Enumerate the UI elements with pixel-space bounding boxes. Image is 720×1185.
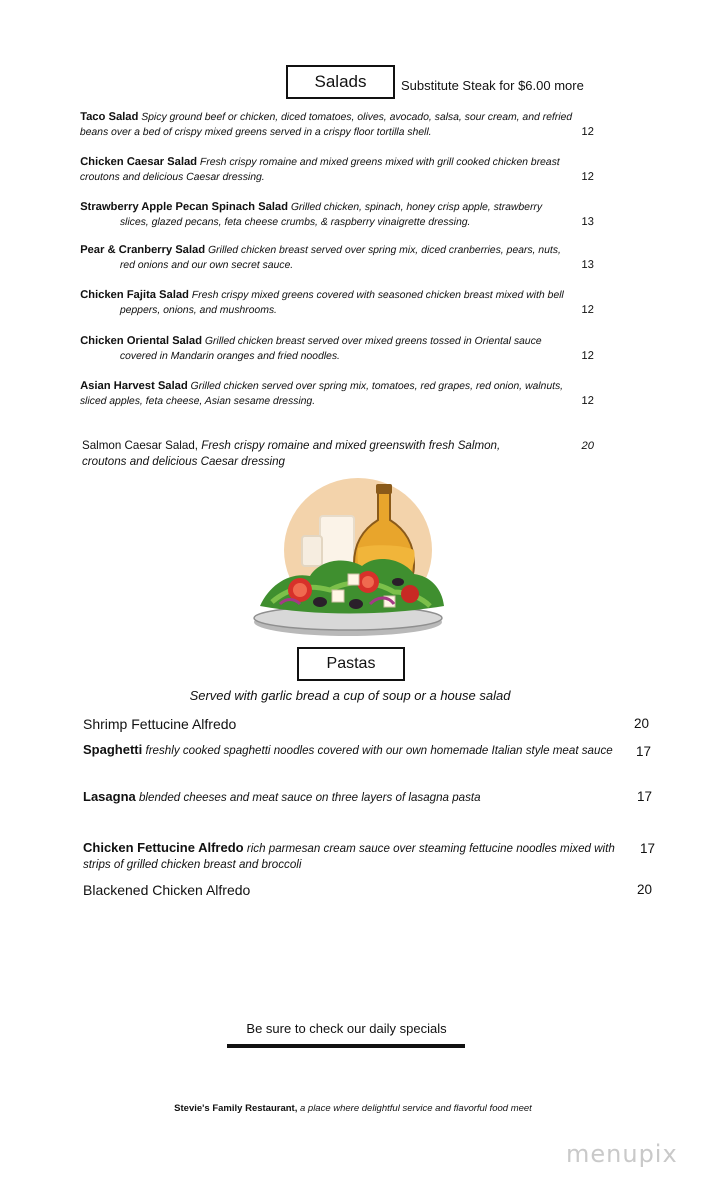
item-name: Lasagna bbox=[83, 789, 136, 804]
salad-plate-with-oil-bottle-icon bbox=[250, 478, 450, 638]
item-desc-cont: beans over a bed of crispy mixed greens served in a crispy floor tortilla shell. bbox=[79, 127, 432, 138]
item-name: Salmon Caesar Salad, bbox=[82, 439, 198, 452]
item-price: 20 bbox=[581, 440, 594, 452]
salad-item-chicken-caesar bbox=[80, 155, 599, 185]
item-name: Pear & Cranberry Salad bbox=[80, 244, 206, 256]
item-name: Shrimp Fettucine Alfredo bbox=[83, 716, 237, 732]
pasta-item-spaghetti bbox=[83, 742, 623, 759]
item-desc-cont: covered in Mandarin oranges and fried noodles. bbox=[119, 351, 341, 362]
item-name: Chicken Caesar Salad bbox=[80, 156, 198, 168]
item-name: Blackened Chicken Alfredo bbox=[83, 882, 251, 898]
item-desc: Fresh crispy romaine and mixed greens mixed with grill cooked chicken breast bbox=[199, 157, 560, 168]
item-desc: blended cheeses and meat sauce on three layers of lasagna pasta bbox=[138, 791, 481, 804]
pasta-item-lasagna bbox=[83, 789, 643, 806]
pasta-item-shrimp-fettucine bbox=[83, 716, 643, 734]
salad-item-chicken-oriental bbox=[80, 334, 599, 364]
daily-specials-note: Be sure to check our daily specials bbox=[246, 1021, 447, 1036]
item-price: 13 bbox=[581, 259, 594, 271]
salad-item-chicken-fajita bbox=[80, 288, 599, 318]
pasta-price-chicken-fettucine: 17 bbox=[640, 841, 656, 856]
watermark: menupix bbox=[566, 1140, 678, 1168]
item-desc: rich parmesan cream sauce over steaming fettucine noodles mixed with strips of grilled chicken breast and broccoli bbox=[83, 842, 615, 871]
salad-item-taco bbox=[80, 110, 599, 140]
specials-divider bbox=[227, 1044, 465, 1048]
item-desc-cont: peppers, onions, and mushrooms. bbox=[119, 305, 278, 316]
item-desc: Grilled chicken, spinach, honey crisp apple, strawberry bbox=[290, 202, 543, 213]
item-name: Chicken Oriental Salad bbox=[80, 335, 203, 347]
pastas-heading: Pastas bbox=[297, 647, 405, 681]
salad-item-strawberry-spinach bbox=[80, 200, 599, 230]
salad-item-pear-cranberry bbox=[80, 243, 599, 273]
item-desc-cont: sliced apples, feta cheese, Asian sesame dressing. bbox=[79, 396, 316, 407]
footer bbox=[0, 1103, 706, 1114]
item-desc-cont: slices, glazed pecans, feta cheese crumbs, & raspberry vinaigrette dressing. bbox=[119, 217, 471, 228]
pasta-price-lasagna: 17 bbox=[637, 789, 653, 804]
item-desc: Spicy ground beef or chicken, diced tomatoes, olives, avocado, salsa, sour cream, and refried bbox=[141, 112, 573, 123]
pasta-item-blackened-chicken bbox=[83, 882, 643, 900]
pasta-price-blackened-chicken: 20 bbox=[637, 882, 653, 897]
item-desc-cont: croutons and delicious Caesar dressing bbox=[82, 455, 286, 468]
pasta-price-shrimp-fettucine: 20 bbox=[634, 716, 650, 731]
item-desc: Grilled chicken breast served over spring mix, diced cranberries, pears, nuts, bbox=[207, 245, 561, 256]
pastas-served-with-note: Served with garlic bread a cup of soup or a house salad bbox=[189, 688, 511, 703]
item-desc: Grilled chicken breast served over mixed greens tossed in Oriental sauce bbox=[204, 336, 542, 347]
item-price: 12 bbox=[581, 350, 594, 362]
item-name: Chicken Fettucine Alfredo bbox=[83, 840, 244, 855]
salad-item-asian-harvest bbox=[80, 379, 599, 409]
item-price: 13 bbox=[581, 216, 594, 228]
item-desc: freshly cooked spaghetti noodles covered with our own homemade Italian style meat sauce bbox=[145, 744, 613, 757]
item-desc: Fresh crispy romaine and mixed greenswith fresh Salmon, bbox=[201, 439, 501, 452]
pasta-item-chicken-fettucine bbox=[83, 840, 631, 873]
footer-tagline: a place where delightful service and flavorful food meet bbox=[299, 1103, 532, 1114]
item-desc: Grilled chicken served over spring mix, tomatoes, red grapes, red onion, walnuts, bbox=[190, 381, 564, 392]
item-name: Spaghetti bbox=[83, 742, 143, 757]
salads-substitute-note: Substitute Steak for $6.00 more bbox=[401, 78, 584, 93]
item-name: Asian Harvest Salad bbox=[80, 380, 188, 392]
footer-restaurant-name: Stevie's Family Restaurant, bbox=[174, 1103, 298, 1114]
salads-heading: Salads bbox=[286, 65, 395, 99]
item-name: Taco Salad bbox=[80, 111, 139, 123]
item-desc-cont: croutons and delicious Caesar dressing. bbox=[79, 172, 265, 183]
item-desc: Fresh crispy mixed greens covered with seasoned chicken breast mixed with bell bbox=[191, 290, 564, 301]
item-price: 12 bbox=[581, 171, 594, 183]
item-price: 12 bbox=[581, 395, 594, 407]
item-desc-cont: red onions and our own secret sauce. bbox=[119, 260, 294, 271]
item-name: Chicken Fajita Salad bbox=[80, 289, 190, 301]
item-price: 12 bbox=[581, 126, 594, 138]
item-price: 12 bbox=[581, 304, 594, 316]
pasta-price-spaghetti: 17 bbox=[636, 744, 652, 759]
item-name: Strawberry Apple Pecan Spinach Salad bbox=[80, 201, 289, 213]
salad-item-salmon-caesar bbox=[82, 438, 602, 470]
